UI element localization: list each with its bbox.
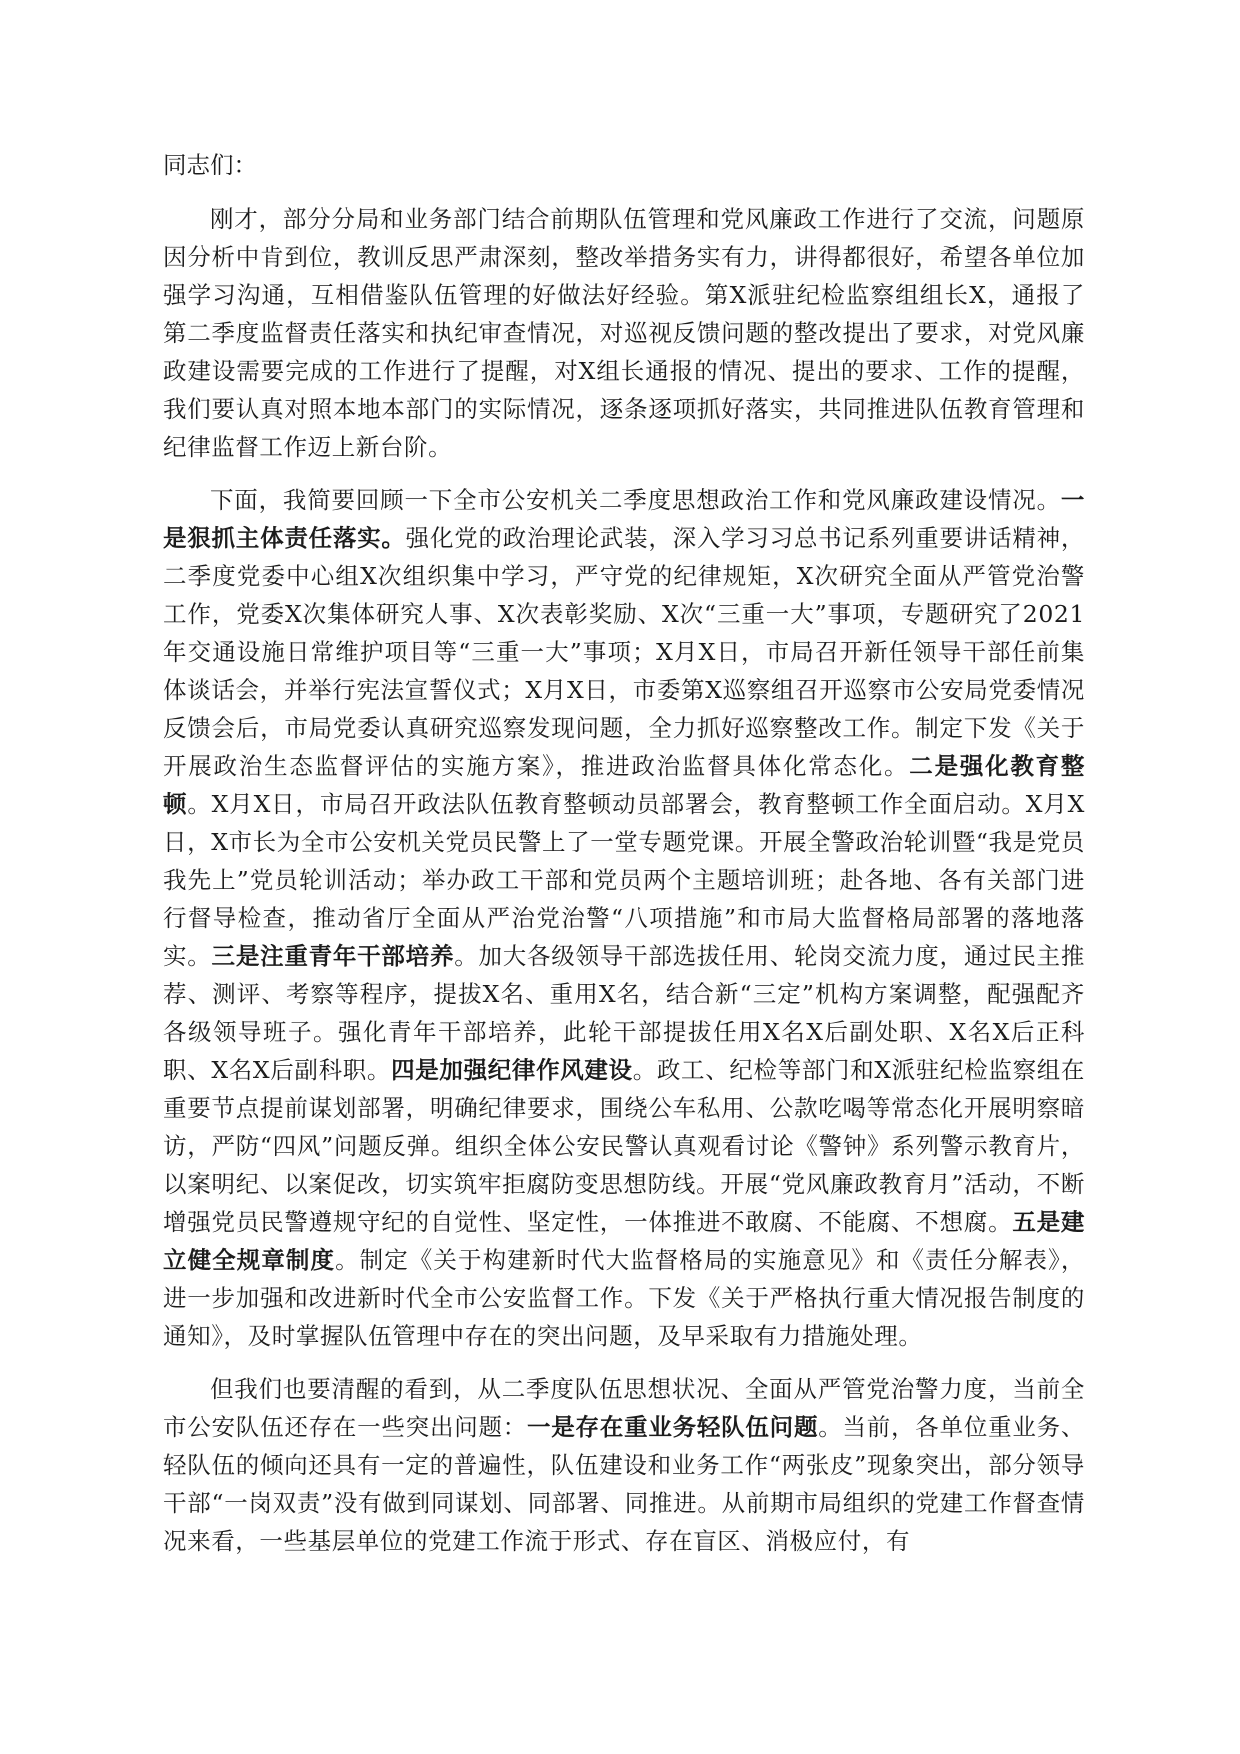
paragraph-text: 下面，我简要回顾一下全市公安机关二季度思想政治工作和党风廉政建设情况。 — [210, 486, 1061, 514]
salutation: 同志们： — [163, 151, 257, 179]
paragraph-problems — [163, 1370, 1085, 1560]
paragraph-text: 刚才，部分分局和业务部门结合前期队伍管理和党风廉政工作进行了交流，问题原因分析中肯到位，教训反思严肃深刻，整改举措务实有力，讲得都很好，希望各单位加强学习沟通，互相借鉴队伍管理的好做法好经验。第X派驻纪检监察组组长X，通报了第二季度监督责任落实和执纪审查情况，对巡视反馈问题的整改提出了要求，对党风廉政建设需要完成的工作进行了提醒，对X组长通报的情况、提出的要求、工作的提醒，我们要认真对照本地本部门的实际情况，逐条逐项抓好落实，共同推进队伍教育管理和纪律监督工作迈上新台阶。 — [163, 205, 1085, 461]
bold-heading: 一是存在重业务轻队伍问题 — [527, 1413, 819, 1441]
bold-heading: 三是注重青年干部培养 — [211, 942, 455, 970]
paragraph-text: 强化党的政治理论武装，深入学习习总书记系列重要讲话精神，二季度党委中心组X次组织集中学习，严守党的纪律规矩，X次研究全面从严管党治警工作，党委X次集体研究人事、X次表彰奖励、X次“三重一大”事项，专题研究了2021年交通设施日常维护项目等“三重一大”事项；X月X日，市局召开新任领导干部任前集体谈话会，并举行宪法宣誓仪式；X月X日，市委第X巡察组召开巡察市公安局党委情况反馈会后，市局党委认真研究巡察发现问题，全力抓好巡察整改工作。制定下发《关于开展政治生态监督评估的实施方案》，推进政治监督具体化常态化。 — [163, 524, 1085, 780]
document-page — [163, 146, 1085, 1575]
paragraph-review — [163, 481, 1085, 1355]
paragraph-text: 。制定《关于构建新时代大监督格局的实施意见》和《责任分解表》，进一步加强和改进新时代全市公安监督工作。下发《关于严格执行重大情况报告制度的通知》，及时掌握队伍管理中存在的突出问题，及早采取有力措施处理。 — [163, 1246, 1085, 1350]
bold-heading: 一是狠抓主体责任落实。 — [163, 486, 1085, 552]
paragraph-text: 。加大各级领导干部选拔任用、轮岗交流力度，通过民主推荐、测评、考察等程序，提拔X名、重用X名，结合新“三定”机构方案调整，配强配齐各级领导班子。强化青年干部培养，此轮干部提拔任用X名X后副处职、X名X后正科职、X名X后副科职。 — [163, 942, 1085, 1084]
paragraph-text: 但我们也要清醒的看到，从二季度队伍思想状况、全面从严管党治警力度，当前全市公安队伍还存在一些突出问题： — [163, 1375, 1085, 1441]
bold-heading: 四是加强纪律作风建设 — [391, 1056, 633, 1084]
paragraph-text: 。X月X日，市局召开政法队伍教育整顿动员部署会，教育整顿工作全面启动。X月X日，X市长为全市公安机关党员民警上了一堂专题党课。开展全警政治轮训暨“我是党员我先上”党员轮训活动；举办政工干部和党员两个主题培训班；赴各地、各有关部门进行督导检查，推动省厅全面从严治党治警“八项措施”和市局大监督格局部署的落地落实。 — [163, 790, 1085, 970]
bold-heading: 二是强化教育整顿 — [163, 752, 1086, 818]
paragraph-text: 。当前，各单位重业务、轻队伍的倾向还具有一定的普遍性，队伍建设和业务工作“两张皮”现象突出，部分领导干部“一岗双责”没有做到同谋划、同部署、同推进。从前期市局组织的党建工作督查情况来看，一些基层单位的党建工作流于形式、存在盲区、消极应付，有 — [163, 1413, 1086, 1555]
paragraph-opening — [163, 200, 1085, 466]
paragraph-text: 。政工、纪检等部门和X派驻纪检监察组在重要节点提前谋划部署，明确纪律要求，围绕公车私用、公款吃喝等常态化开展明察暗访，严防“四风”问题反弹。组织全体公安民警认真观看讨论《警钟》系列警示教育片，以案明纪、以案促改，切实筑牢拒腐防变思想防线。开展“党风廉政教育月”活动，不断增强党员民警遵规守纪的自觉性、坚定性，一体推进不敢腐、不能腐、不想腐。 — [163, 1056, 1085, 1236]
bold-heading: 五是建立健全规章制度 — [163, 1208, 1085, 1274]
